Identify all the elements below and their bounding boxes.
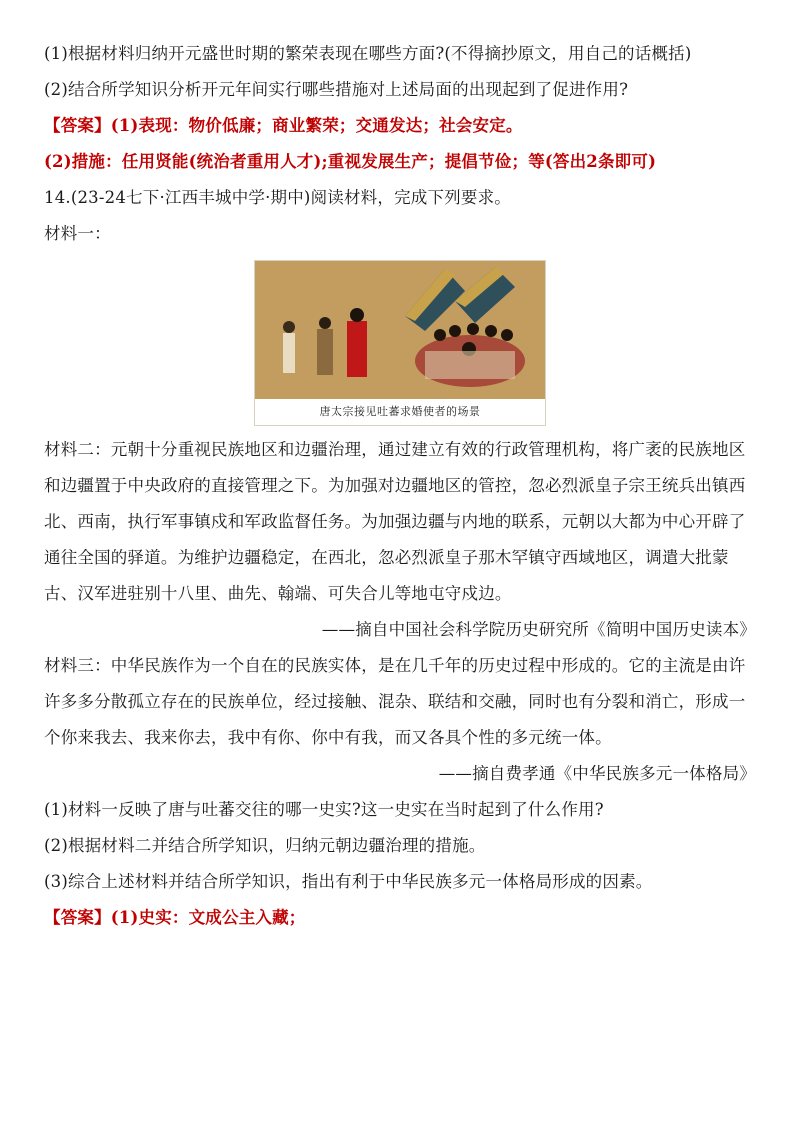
document-page xyxy=(44,36,756,936)
q14-sub1: (1)材料一反映了唐与吐蕃交往的哪一史实?这一史实在当时起到了什么作用? xyxy=(44,800,604,819)
q14-sub2: (2)根据材料二并结合所学知识，归纳元朝边疆治理的措施。 xyxy=(44,836,486,855)
q13-answer1: 【答案】(1)表现：物价低廉；商业繁荣；交通发达；社会安定。 xyxy=(44,116,523,135)
material3-text: 材料三：中华民族作为一个自在的民族实体，是在几千年的历史过程中形成的。它的主流是由许许多多分散孤立存在的民族单位，经过接触、混杂、联结和交融，同时也有分裂和消亡，形成一个你来我去、我来你去，我中有你、你中有我，而又各具个性的多元统一体。 xyxy=(44,656,746,747)
material2-source: ——摘自中国社会科学院历史研究所《简明中国历史读本》 xyxy=(321,620,756,639)
q14-answer1: 【答案】(1)史实：文成公主入藏； xyxy=(44,908,306,927)
q14-heading: 14.(23-24七下·江西丰城中学·期中)阅读材料，完成下列要求。 xyxy=(44,188,511,207)
material2-text: 材料二：元朝十分重视民族地区和边疆治理，通过建立有效的行政管理机构，将广袤的民族地区和边疆置于中央政府的直接管理之下。为加强对边疆地区的管控，忽必烈派皇子宗王统兵出镇西北、西南，执行军事镇戍和军政监督任务。为加强边疆与内地的联系，元朝以大都为中心开辟了通往全国的驿道。为维护边疆稳定，在西北，忽必烈派皇子那木罕镇守西域地区，调遣大批蒙古、汉军进驻别十八里、曲先、翰端、可失合儿等地屯守戍边。 xyxy=(44,440,746,603)
material1-label: 材料一： xyxy=(44,224,111,243)
figure-caption: 唐太宗接见吐蕃求婚使者的场景 xyxy=(319,405,481,418)
q13-sub2: (2)结合所学知识分析开元年间实行哪些措施对上述局面的出现起到了促进作用? xyxy=(44,80,629,99)
q13-answer2: (2)措施：任用贤能(统治者重用人才);重视发展生产；提倡节俭；等(答出2条即可) xyxy=(44,152,657,171)
q14-sub3: (3)综合上述材料并结合所学知识，指出有利于中华民族多元一体格局形成的因素。 xyxy=(44,872,653,891)
material3-source: ——摘自费孝通《中华民族多元一体格局》 xyxy=(438,764,756,783)
material1-figure xyxy=(254,260,546,426)
q13-sub1: (1)根据材料归纳开元盛世时期的繁荣表现在哪些方面?(不得摘抄原文，用自己的话概括) xyxy=(44,44,692,63)
tang-taizong-painting xyxy=(255,261,545,399)
